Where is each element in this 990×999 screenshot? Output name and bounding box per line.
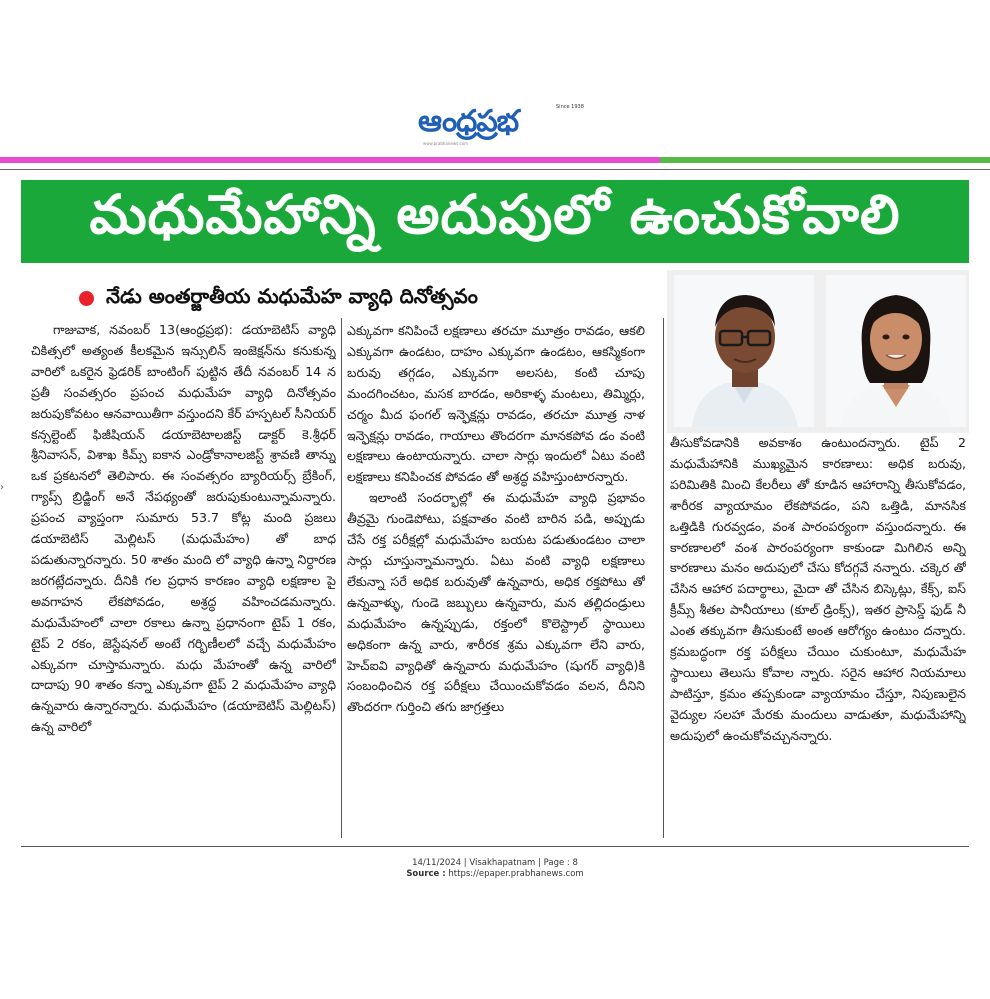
female-doctor-portrait	[826, 275, 966, 427]
footer-separator: |	[463, 858, 470, 868]
paragraph: ఇలాంటి సందర్భాల్లో ఈ మధుమేహ వ్యాధి ప్రభావం తీవ్రమై గుండెపోటు, పక్షవాతం వంటి బారిన పడి, అప్పుడు చేసే రక్త పరీక్షల్లో మధుమేహం బయట పడుతుండటం చాలా సార్లు చూస్తున్నామన్నారు. ఏటు వంటి వ్యాధి లక్షణాలు లేకున్నా సరే అధిక బరువుతో ఉన్నవారు, అధిక రక్తపోటు తో ఉన్నవాళ్ళు, గుండె జబ్బులు ఉన్నవారు, మన తల్లిదండ్రులు మధుమేహం ఉన్నప్పుడు, రక్తంలో కొలెస్ట్రాల్ స్థాయిలు అధికంగా ఉన్న వారు, శారీరక శ్రమ ఎక్కువగా లేని వారు, హెచ్ఐవి వ్యాధితో ఉన్నవారు మధుమేహం (షుగర్ వ్యాధి)కి సంబంధించిన రక్త పరీక్షలు చేయించుకోవడం వలన, దీనిని తొందరగా గుర్తించి తగు జాగ్రత్తలు	[347, 490, 645, 715]
column-rule	[341, 318, 342, 838]
footer-source-line	[0, 869, 990, 880]
footer-source-label: Source :	[406, 869, 446, 879]
headline: మధుమేహాన్ని అదుపులో ఉంచుకోవాలి	[89, 183, 901, 246]
male-doctor-portrait	[674, 275, 814, 427]
subheadline	[79, 284, 478, 313]
green-stripe	[660, 157, 990, 163]
masthead	[0, 0, 990, 150]
bottom-divider	[21, 846, 969, 847]
footer-edition-line	[0, 858, 990, 869]
pink-stripe	[0, 157, 660, 163]
divider	[0, 169, 990, 170]
subheadline-text: నేడు అంతర్జాతీయ మధుమేహ వ్యాధి దినోత్సవం	[106, 284, 478, 308]
paragraph: ఎక్కువగా కనిపించే లక్షణాలు తరచూ మూత్రం రావడం, ఆకలి ఎక్కువగా ఉండటం, దాహం ఎక్కువగా ఉండటం, ఆకస్మికంగా బరువు తగ్గడం, ఎక్కువగా అలసట, కంటి చూపు మందగించటం, మసక బారడం, అరికాళ్ళ మంటలు, తిమ్మిర్లు, చర్మం మీద ఫంగల్ ఇన్ఫెక్షన్లు రావడం, తరచూ మూత్ర నాళ ఇన్ఫెక్షన్లు రావడం, గాయాలు తొందరగా మానకపోవ డం వంటి లక్షణాలు ఉంటాయన్నారు. చాలా సార్లు ఇందులో ఏటు వంటి లక్షణాలు కనిపించక పోవడం తో అశ్రద్ధ వహిస్తుంటారన్నారు.	[347, 323, 645, 485]
color-stripe	[0, 157, 990, 163]
paragraph: తీసుకోవడానికి అవకాశం ఉంటుందన్నారు. టైప్ 2 మధుమేహానికి ముఖ్యమైన కారణాలు: అధిక బరువు, పరిమితికి మించి కేలరీలు తో కూడిన ఆహారాన్ని తీసుకోవడం, శారీరక వ్యాయామం లేకపోవడం, పని ఒత్తిడి, మానసిక ఒత్తిడికి గురవ్వడం, వంశ పారంపర్యంగా వస్తుందన్నారు. ఈ కారణాలలో వంశ పారంపర్యంగా కాకుండా మిగిలిన అన్ని కారణాలు మనం అదుపులో చేసు కోదగ్గవే నన్నారు. చక్కెర తో చేసిన ఆహార పదార్థాలు, మైదా తో చేసిన బిస్కెట్లు, కేక్స్, ఐస్ క్రీమ్స్ శీతల పానీయాలు (కూల్ డ్రింక్స్), ఇతర ప్రాసెస్డ్ ఫుడ్ నీ ఎంత తక్కువగా తీసుకుంటే అంత ఆరోగ్యం ఉంటుం దన్నారు. క్రమబద్ధంగా రక్త పరీక్షలు చేయిం చుకుంటూ, మధుమేహ స్థాయిలు తెలుసు కోవాల న్నారు. సరైన ఆహార నియమాలు పాటిస్తూ, క్రమం తప్పకుండా వ్యాయామం చేస్తూ, నిపుణులైన వైద్యుల సలహా మేరకు మందులు వాడుతూ, మధుమేహాన్ని అదుపులో ఉంచుకోవచ్చునన్నారు.	[670, 435, 966, 743]
bullet-icon	[79, 291, 94, 306]
doctor-photo-female	[826, 275, 966, 427]
footer-page: Page : 8	[543, 858, 578, 868]
footer-date: 14/11/2024	[412, 858, 462, 868]
column-rule	[663, 318, 664, 838]
footer	[0, 858, 990, 880]
footer-edition: Visakhapatnam	[469, 858, 536, 868]
footer-separator: |	[538, 858, 544, 868]
article-column-2	[347, 321, 645, 845]
paragraph: గాజువాక, నవంబర్ 13(ఆంధ్రప్రభ): డయాబెటిస్ వ్యాధి చికిత్సలో అత్యంత కీలకమైన ఇన్సులిన్ ఇంజెక్షన్‌ను కనుకున్న వారిలో ఒకరైన ఫ్రెడరిక్ బాంటింగ్ పుట్టిన తేదీ నవంబర్ 14 న ప్రతీ సంవత్సరం ప్రపంచ మధుమేహ వ్యాధి దినోత్సవం జరుపుకోవటం ఆనవాయితీగా వస్తుందని కేర్ హస్పటల్ సీనియర్ కన్సల్టెంట్ ఫిజీషియన్ డయాబెటాలజిస్ట్ డాక్టర్ కె.శ్రీధర్ శ్రీనివాసన్, విశాఖ కిమ్స్ ఐకాన ఎండ్రోకానాలజిస్ట్ శ్రావణి తాన్ను ఒక ప్రకటనలో తెలిపారు. ఈ సంవత్సరం బ్యారియర్స్ బ్రేకింగ్, గ్యాప్స్ బ్రిడ్జింగ్ అనే నేపథ్యంతో జరుపుకుంటున్నామన్నారు. ప్రపంచ వ్యాప్తంగా సుమారు 53.7 కోట్ల మంది ప్రజలు డయాబెటిస్ మెల్లిటస్ (మధుమేహం) తో బాధ పడుతున్నారన్నారు. 50 శాతం మంది లో వ్యాధి ఉన్నా నిర్ధారణ జరగట్లేదన్నారు. దీనికి గల ప్రధాన కారణం వ్యాధి లక్షణాల పై అవగాహన లేకపోవడం, అశ్రద్ధ వహించడమన్నారు. మధుమేహంలో చాలా రకాలు ఉన్నా ప్రధానంగా టైప్ 1 రకం, టైప్ 2 రకం, జెస్టేషనల్ అంటే గర్భిణీలలో వచ్చే మధుమేహం ఎక్కువగా చూస్తామన్నారు. మధు మేహంతో ఉన్న వారిలో దాదాపు 90 శాతం కన్నా ఎక్కువగా టైప్ 2 మధుమేహం వ్యాధి ఉన్నవారు ఉన్నారన్నారు. మధుమేహం (డయాబెటిస్ మెల్లిటస్) ఉన్న వారిలో	[31, 322, 336, 735]
logo-tagline: Since 1938	[556, 104, 584, 110]
article-column-3	[670, 433, 966, 833]
doctor-photo-male	[674, 275, 814, 427]
article-column-1	[31, 320, 336, 845]
newspaper-logo: ఆంధ్రప్రభ	[418, 104, 519, 139]
footer-source-url[interactable]: https://epaper.prabhanews.com	[448, 869, 584, 879]
headline-banner	[21, 180, 969, 263]
margin-mark: ›	[0, 482, 4, 493]
logo-website: www.prabhanews.com	[423, 141, 469, 146]
